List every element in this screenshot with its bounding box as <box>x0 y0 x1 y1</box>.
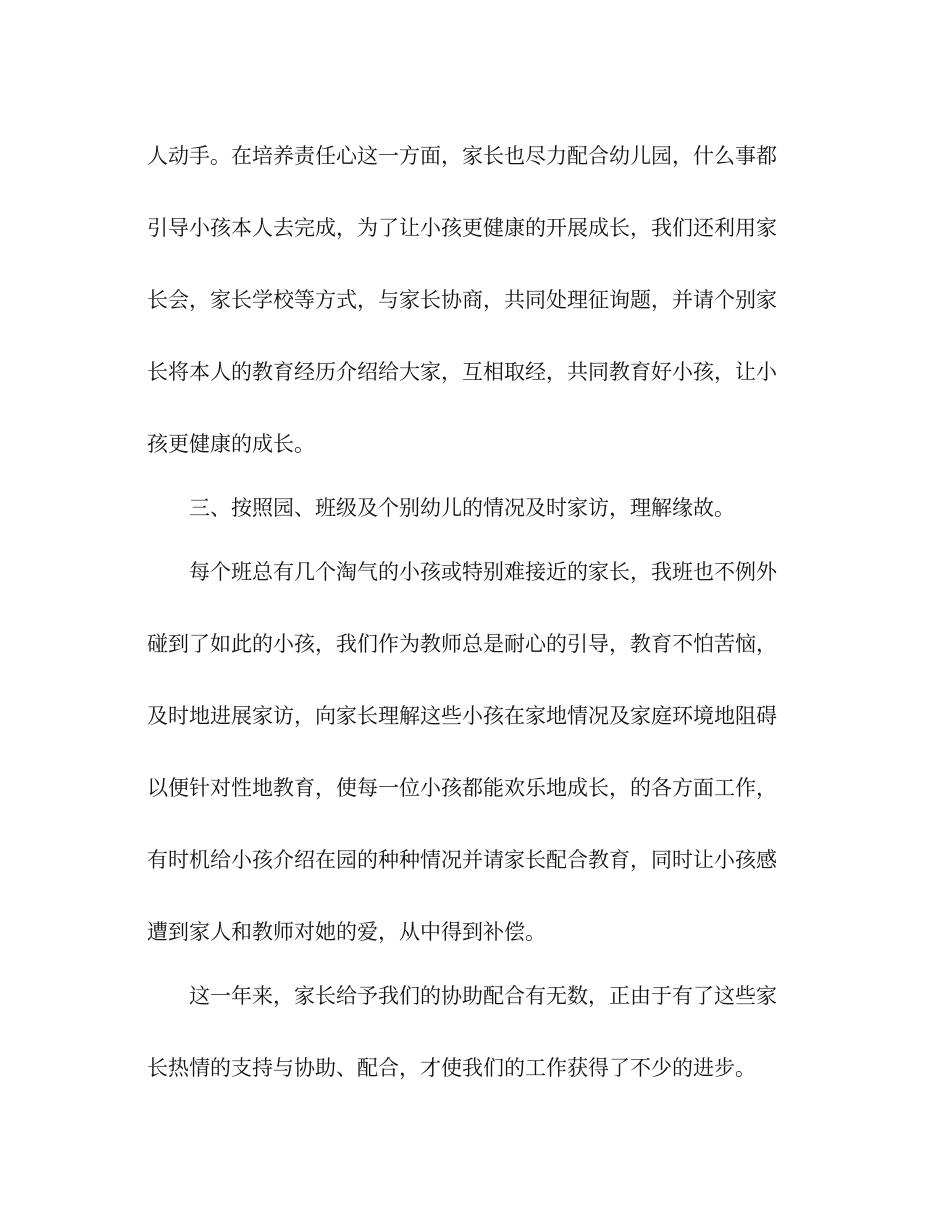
paragraph-line: 碰到了如此的小孩，我们作为教师总是耐心的引导，教育不怕苦恼， <box>147 632 777 656</box>
paragraph-line: 引导小孩本人去完成，为了让小孩更健康的开展成长，我们还利用家 <box>147 216 777 240</box>
paragraph-line: 每个班总有几个淘气的小孩或特别难接近的家长，我班也不例外 <box>189 560 777 584</box>
paragraph-line: 孩更健康的成长。 <box>147 432 315 456</box>
paragraph-line: 长热情的支持与协助、配合，才使我们的工作获得了不少的进步。 <box>147 1056 756 1080</box>
paragraph-line: 以便针对性地教育，使每一位小孩都能欢乐地成长，的各方面工作， <box>147 776 777 800</box>
paragraph-line: 长会，家长学校等方式，与家长协商，共同处理征询题，并请个别家 <box>147 288 777 312</box>
paragraph-line: 这一年来，家长给予我们的协助配合有无数，正由于有了这些家 <box>189 984 777 1008</box>
paragraph-line: 人动手。在培养责任心这一方面，家长也尽力配合幼儿园，什么事都 <box>147 144 777 168</box>
section-heading: 三、按照园、班级及个别幼儿的情况及时家访，理解缘故。 <box>189 496 735 520</box>
paragraph-line: 长将本人的教育经历介绍给大家，互相取经，共同教育好小孩，让小 <box>147 360 777 384</box>
paragraph-line: 遭到家人和教师对她的爱，从中得到补偿。 <box>147 920 546 944</box>
paragraph-line: 及时地进展家访，向家长理解这些小孩在家地情况及家庭环境地阻碍 <box>147 704 777 728</box>
paragraph-line: 有时机给小孩介绍在园的种种情况并请家长配合教育，同时让小孩感 <box>147 848 777 872</box>
